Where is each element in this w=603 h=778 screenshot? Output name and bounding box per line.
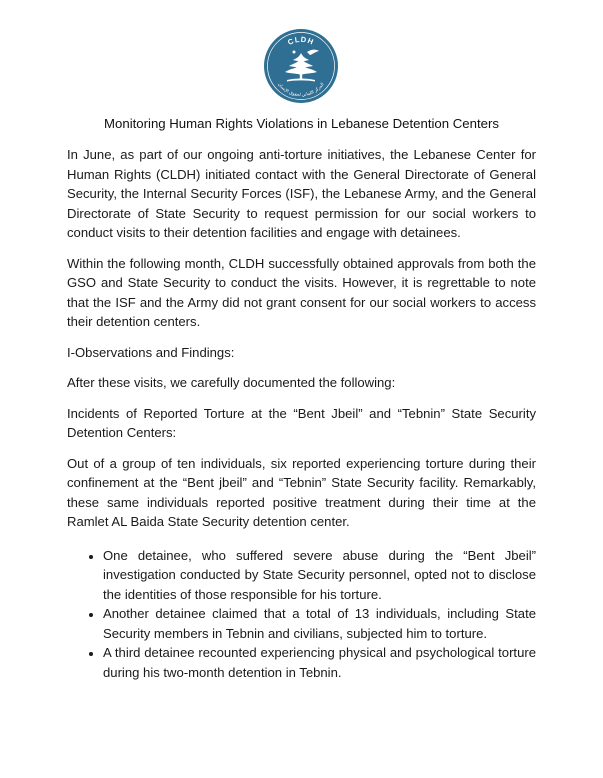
list-item: • One detainee, who suffered severe abuse during the “Bent Jbeil” investigation conducted by State Security personnel, opted not to disclose the identities of those responsible for his torture. — [103, 546, 536, 605]
list-item: • A third detainee recounted experiencing physical and psychological torture during his two-month detention in Tebnin. — [103, 643, 536, 682]
document-body — [67, 145, 536, 682]
section-heading-observations: I-Observations and Findings: — [67, 344, 235, 360]
paragraph-group-of-ten: Out of a group of ten individuals, six reported experiencing torture during their confinement at the “Bent jbeil” and “Tebnin” State Security facility. Remarkably, these same individuals reported positive treatment during their time at the Ramlet AL Baida State Security detention center. — [67, 455, 536, 529]
cldh-logo-emblem-icon — [263, 28, 339, 104]
paragraph-intro: In June, as part of our ongoing anti-torture initiatives, the Lebanese Center for Human Rights (CLDH) initiated contact with the General Directorate of General Security, the Internal Security Forces (ISF), the Lebanese Army, and the General Directorate of State Security to request permission for our social workers to conduct visits to their detention facilities and engage with detainees. — [67, 147, 536, 240]
logo-top-text: CLDH — [286, 34, 316, 47]
list-item: • Another detainee claimed that a total of 13 individuals, including State Security members in Tebnin and civilians, subjected him to torture. — [103, 604, 536, 643]
findings-list — [67, 546, 536, 683]
paragraph-approvals: Within the following month, CLDH successfully obtained approvals from both the GSO and State Security to conduct the visits. However, it is regrettable to note that the ISF and the Army did not grant consent for our social workers to access their detention centers. — [67, 255, 536, 329]
cldh-logo — [263, 28, 339, 104]
paragraph-documented: After these visits, we carefully documented the following: — [67, 375, 396, 390]
document-title: Monitoring Human Rights Violations in Lebanese Detention Centers — [104, 116, 499, 131]
subheading-torture-incidents: Incidents of Reported Torture at the “Bent Jbeil” and “Tebnin” State Security Detention Centers: — [67, 405, 536, 440]
logo-arabic-text: المركز اللبناني لحقوق الإنسان — [276, 82, 326, 99]
